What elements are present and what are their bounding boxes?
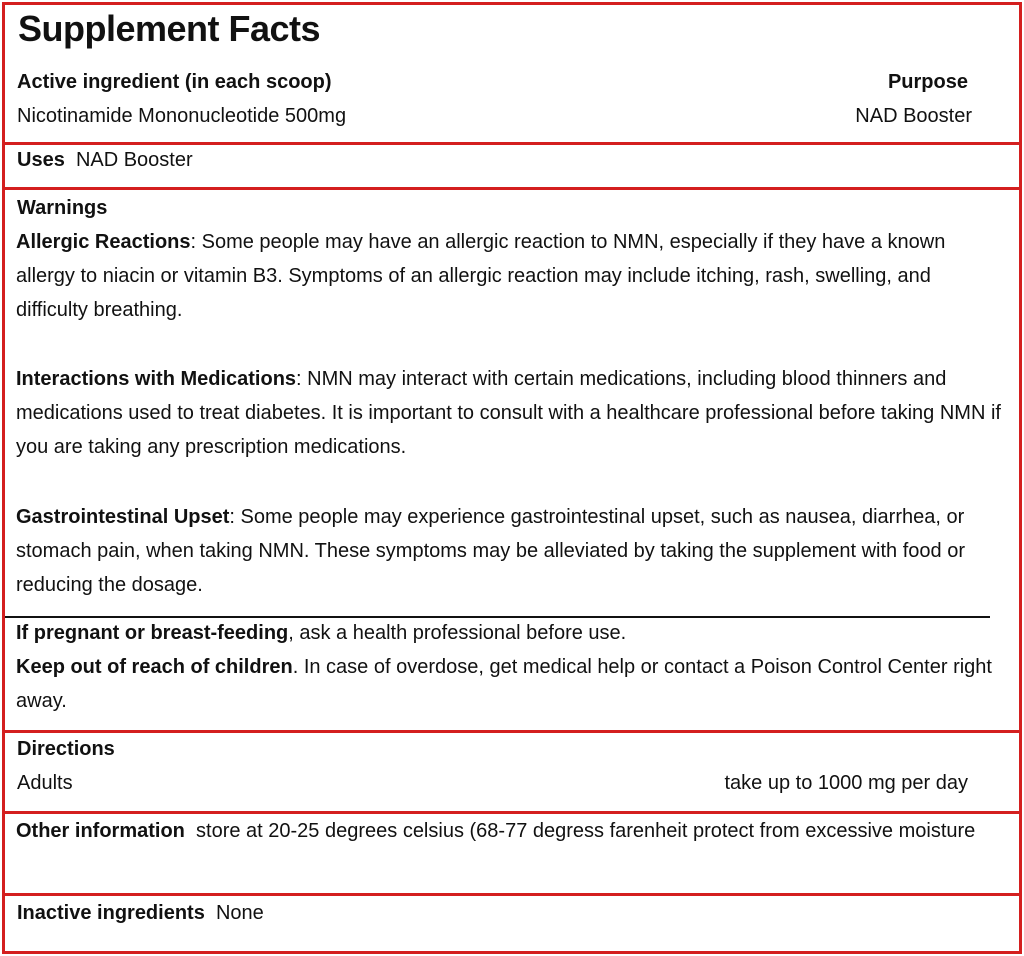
directions-heading: Directions: [17, 738, 115, 760]
page-title: Supplement Facts: [18, 8, 321, 49]
active-ingredient-value: Nicotinamide Mononucleotide 500mg: [17, 105, 347, 127]
gi-label: Gastrointestinal Upset: [16, 506, 230, 528]
purpose-value: NAD Booster: [855, 105, 972, 127]
inactive-line: [17, 896, 264, 930]
other-info-label: Other information: [16, 820, 185, 842]
allergic-text: : Some people may have an allergic reaction to NMN, especially if they have a known allergy to niacin or vitamin B3. Symptoms of an allergic reaction may include itching, rash, swelling, and difficulty breathing.: [16, 231, 946, 321]
other-info-paragraph: [16, 814, 1006, 848]
pregnant-label: If pregnant or breast-feeding: [16, 622, 289, 644]
active-ingredient-header: Active ingredient (in each scoop): [17, 71, 332, 93]
purpose-header: Purpose: [887, 71, 968, 93]
allergic-label: Allergic Reactions: [16, 231, 191, 253]
warnings-heading: Warnings: [17, 197, 108, 219]
children-text: . In case of overdose, get medical help or contact a Poison Control Center right away.: [16, 656, 992, 712]
pregnant-paragraph: [16, 616, 1006, 650]
uses-label: Uses: [17, 149, 65, 171]
interactions-paragraph: [16, 362, 1006, 464]
children-label: Keep out of reach of children: [16, 656, 293, 678]
other-info-text: store at 20-25 degrees celsius (68-77 degress farenheit protect from excessive moisture: [196, 820, 976, 842]
inactive-label: Inactive ingredients: [17, 902, 205, 924]
allergic-paragraph: [16, 225, 1006, 327]
uses-text: NAD Booster: [75, 149, 193, 171]
pregnant-text: , ask a health professional before use.: [288, 622, 627, 644]
directions-who: Adults: [17, 772, 73, 794]
directions-dose: take up to 1000 mg per day: [724, 772, 968, 794]
gi-paragraph: [16, 500, 1006, 602]
interactions-text: : NMN may interact with certain medications, including blood thinners and medications used to treat diabetes. It is important to consult with a healthcare professional before taking NMN if you are taking any prescription medications.: [16, 368, 1001, 458]
children-paragraph: [16, 650, 1006, 718]
gi-text: : Some people may experience gastrointestinal upset, such as nausea, diarrhea, or stomach pain, when taking NMN. These symptoms may be alleviated by taking the supplement with food or reducing the dosage.: [16, 506, 965, 596]
interactions-label: Interactions with Medications: [16, 368, 297, 390]
inactive-text: None: [215, 902, 264, 924]
uses-line: [17, 143, 193, 177]
